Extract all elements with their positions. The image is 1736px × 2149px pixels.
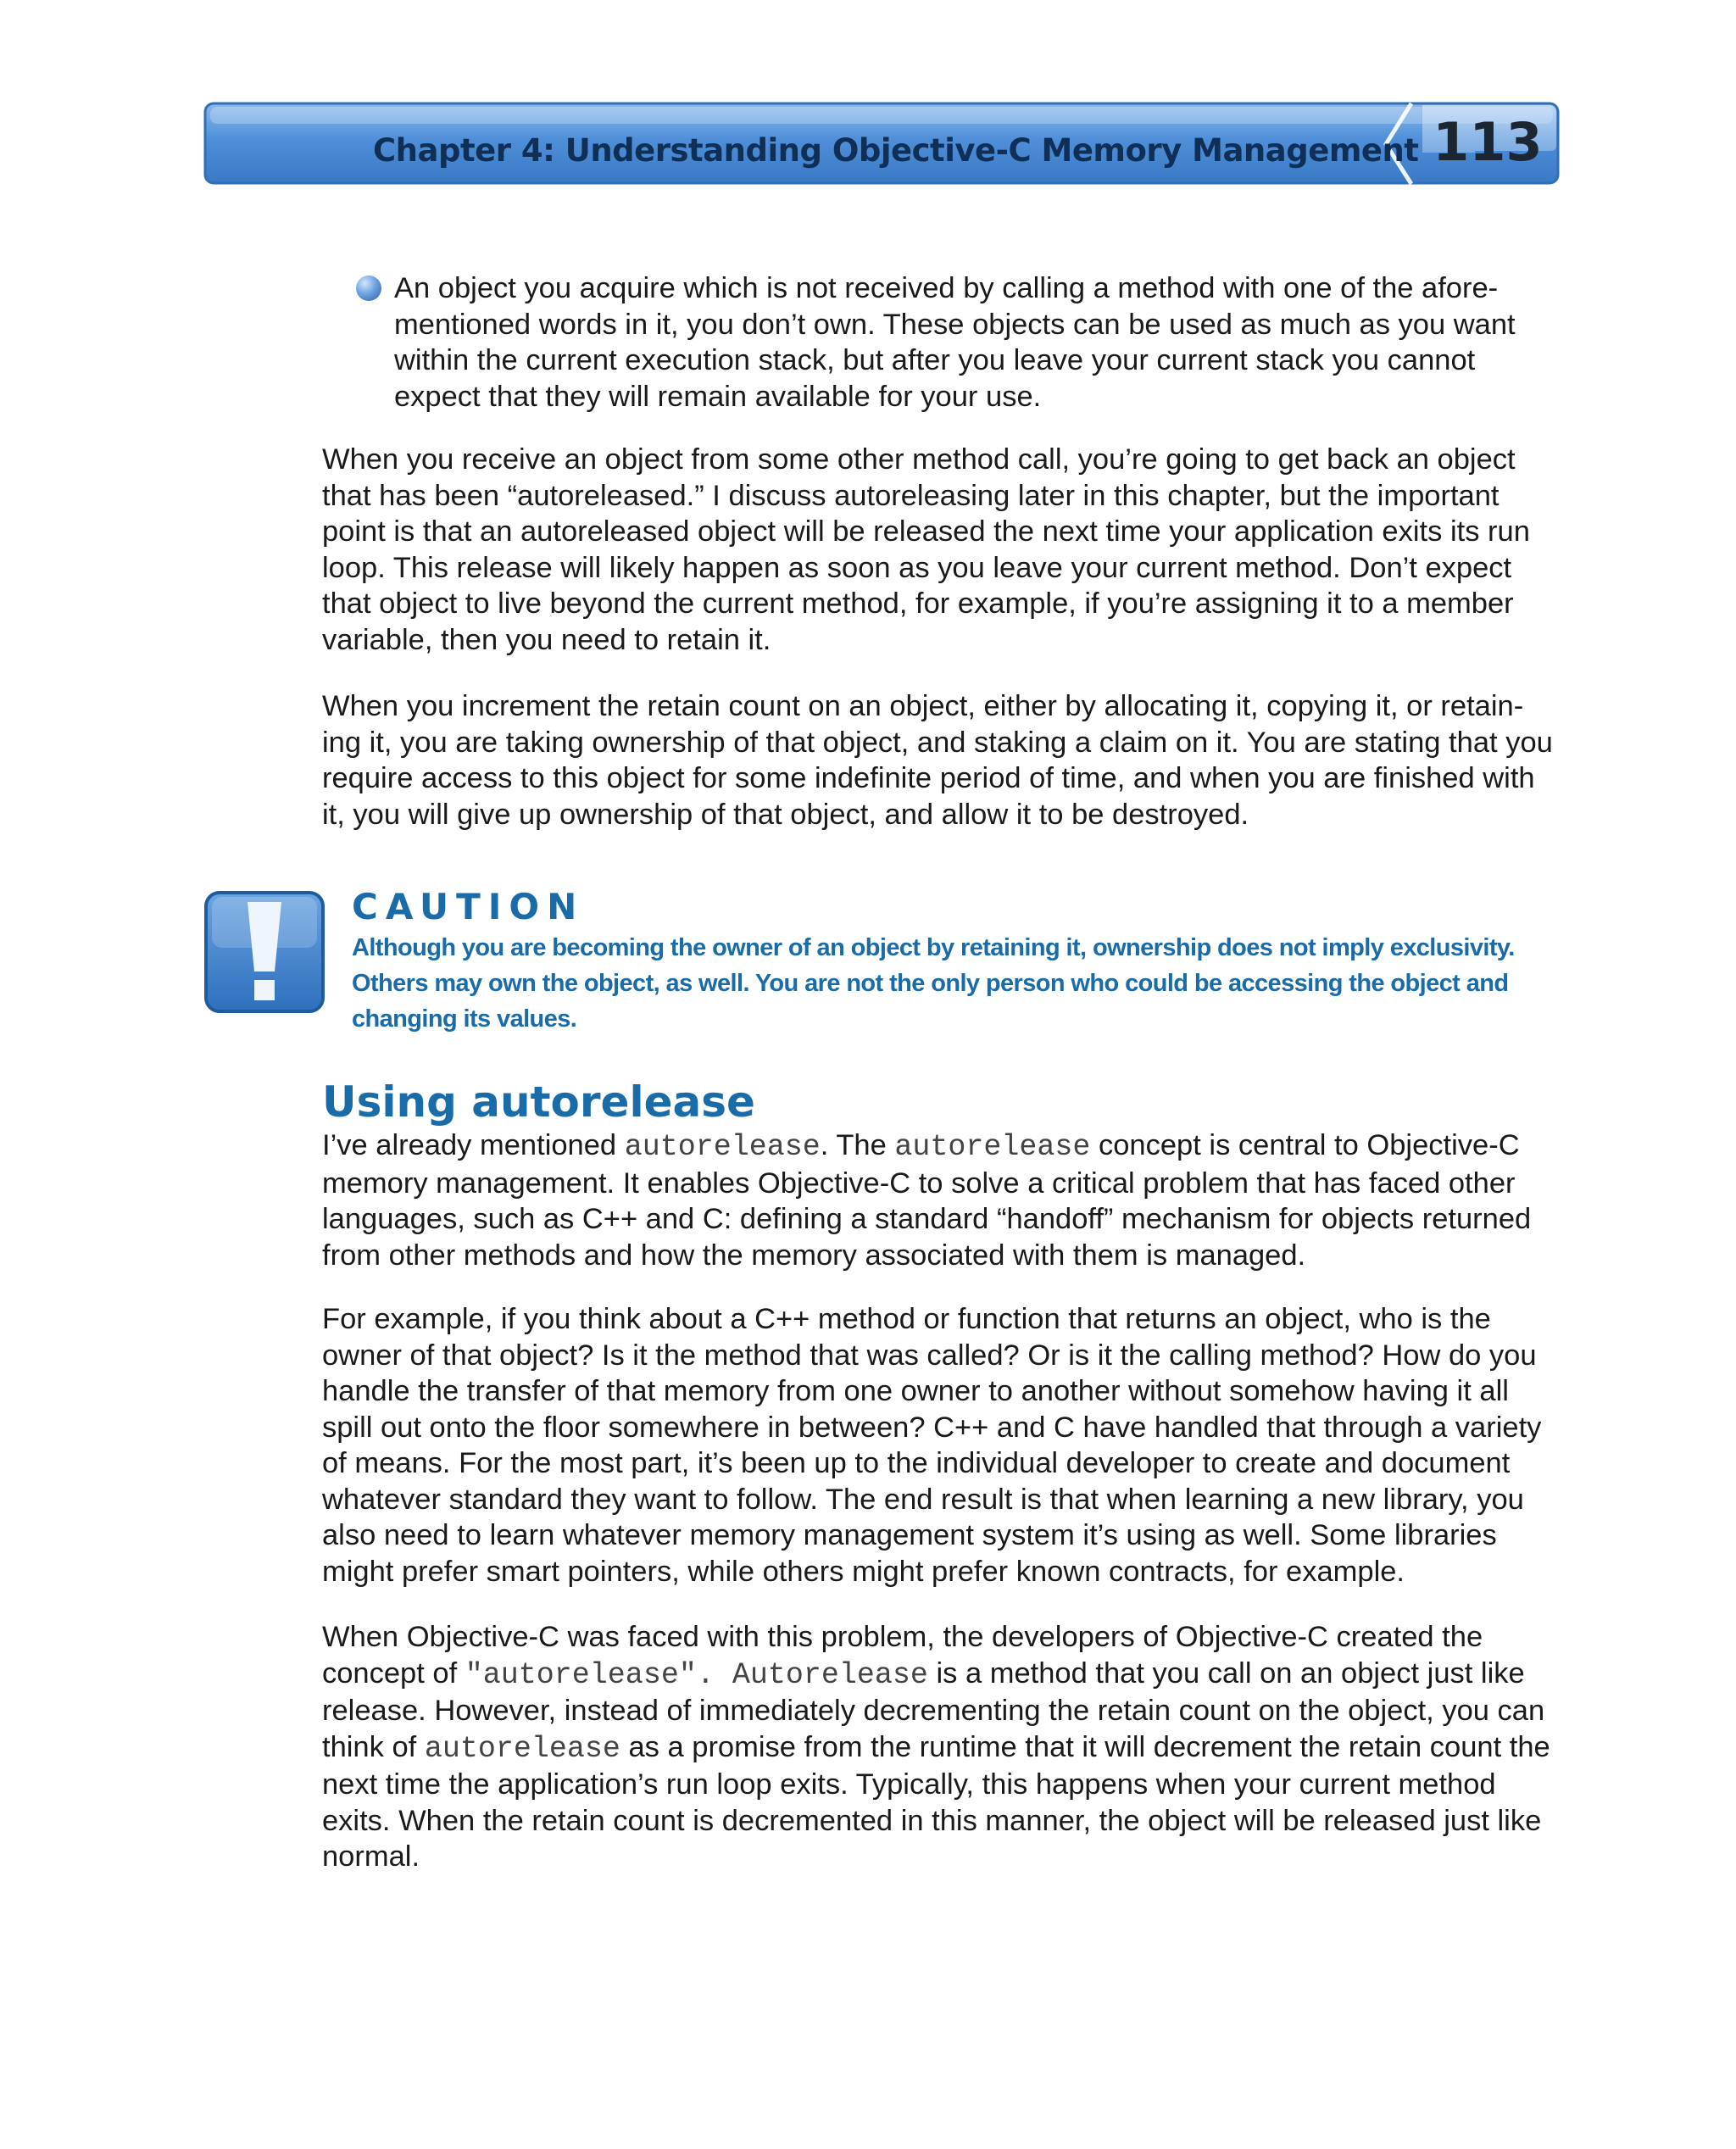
paragraph-4-text: For example, if you think about a C++ method or function that returns an object, who is the owner of that object? Is it the method that was called? Or is it the calling method? How do you handle the transfer of that memory from one owner to another without somehow having it all spill out onto the floor somewhere in between? C++ and C have handled that through a variety of means. For the most part, it’s been up to the individual developer to create and document whatever standard they want to follow. The end result is that when learning a new library, you also need to learn whatever memory management system it’s using as well. Some libraries might prefer smart pointers, while others might prefer known contracts, for example. — [322, 1303, 1542, 1588]
paragraph-5-part: is a method that you call on an object just like release. However, instead of immediately decrementing the retain count on the object, you can think of — [322, 1656, 1545, 1763]
paragraph-5 — [322, 1619, 1560, 1875]
paragraph-5-text — [322, 1619, 1560, 1875]
bullet-list-item — [394, 270, 1564, 415]
paragraph-2-text: When you increment the retain count on an object, either by allocating it, copying it, or retain-ing it, you are taking ownership of that object, and staking a claim on it. You are stating that you require access to this object for some indefinite period of time, and when you are finished with it, you will give up ownership of that object, and allow it to be destroyed. — [322, 690, 1553, 831]
paragraph-3-part: I’ve already mentioned — [322, 1129, 625, 1161]
caution-title: CAUTION — [352, 886, 585, 927]
paragraph-1 — [322, 442, 1560, 658]
paragraph-5-part: When Objective-C was faced with this problem, the developers of Objective-C created the concept of — [322, 1621, 1483, 1690]
paragraph-5-part: as a promise from the runtime that it will decrement the retain count the next time the application’s run loop exits. Typically, this happens when your current method exits. When the retain count is decremented in this manner, the object will be released just like normal. — [322, 1730, 1550, 1873]
paragraph-3-text — [322, 1127, 1560, 1273]
bullet-icon — [356, 276, 381, 301]
paragraph-4 — [322, 1301, 1560, 1589]
paragraph-2 — [322, 688, 1560, 832]
chapter-title: Chapter 4: Understanding Objective-C Memory Management — [373, 132, 1419, 169]
inline-code: autorelease — [424, 1731, 620, 1766]
inline-code: "autorelease". Autorelease — [465, 1657, 928, 1692]
inline-code: autorelease — [894, 1130, 1091, 1164]
paragraph-3-part: . The — [820, 1129, 895, 1161]
caution-icon — [203, 890, 326, 1014]
caution-text: Although you are becoming the owner of an object by retaining it, ownership does not imply exclusivity. Others may own the object, as well. You are not the only person who could be accessing the object and changing its values. — [352, 934, 1515, 1033]
paragraph-3 — [322, 1127, 1560, 1273]
paragraph-3-part: concept is central to Objective-C memory management. It enables Objective-C to solve a critical problem that has faced other languages, such as C++ and C: defining a standard “handoff” mechanism for objects returned from other methods and how the memory associated with them is managed. — [322, 1129, 1532, 1272]
page-number: 113 — [1433, 111, 1543, 173]
section-heading: Using autorelease — [322, 1077, 755, 1127]
bullet-text: An object you acquire which is not received by calling a method with one of the afore-mentioned words in it, you don’t own. These objects can be used as much as you want within the current execution stack, but after you leave your current stack you cannot expect that they will remain available for your use. — [394, 272, 1516, 413]
chapter-header — [203, 102, 1560, 187]
inline-code: autorelease — [624, 1130, 821, 1164]
paragraph-1-text: When you receive an object from some other method call, you’re going to get back an object that has been “autoreleased.” I discuss autoreleasing later in this chapter, but the important point is that an autoreleased object will be released the next time your application exits its run loop. This release will likely happen as soon as you leave your current method. Don’t expect that object to live beyond the current method, for example, if you’re assigning it to a member variable, then you need to retain it. — [322, 443, 1530, 656]
